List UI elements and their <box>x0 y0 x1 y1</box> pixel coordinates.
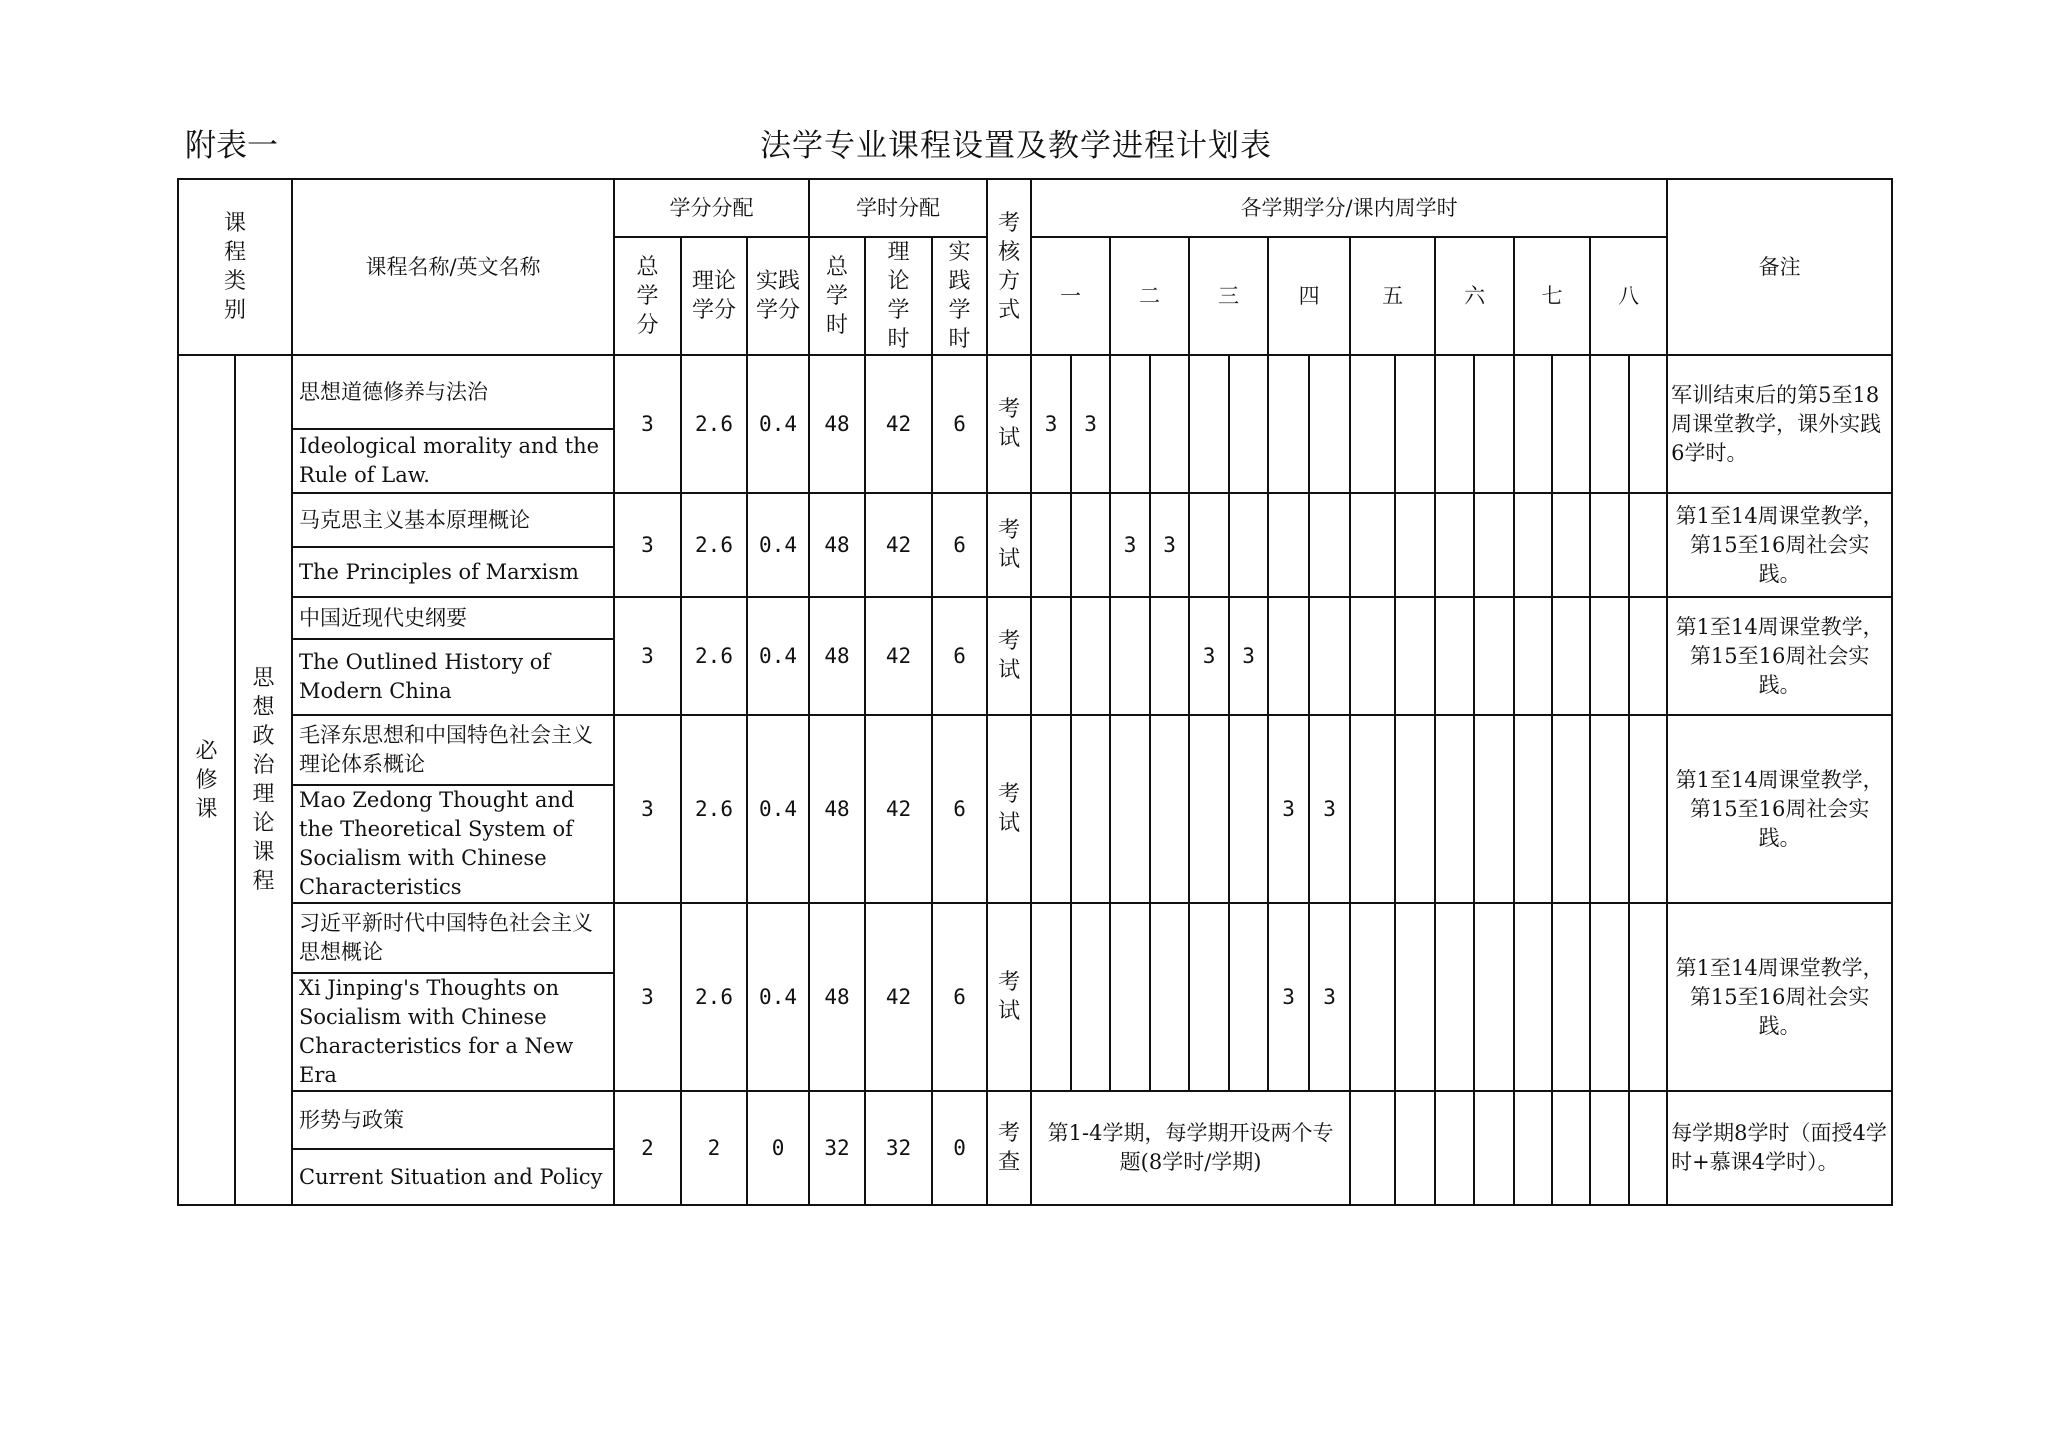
hour-total: 48 <box>809 597 865 715</box>
header-hour-total: 总学时 <box>809 237 865 355</box>
hour-practice: 6 <box>932 903 987 1091</box>
sem-cell <box>1395 903 1435 1091</box>
remark-cell: 第1至14周课堂教学，第15至16周社会实践。 <box>1667 493 1892 597</box>
semester-1: 一 <box>1031 237 1110 355</box>
remark-cell: 第1至14周课堂教学，第15至16周社会实践。 <box>1667 715 1892 903</box>
sem-cell <box>1268 597 1309 715</box>
sem-cell <box>1514 355 1552 493</box>
remark-cell: 军训结束后的第5至18周课堂教学，课外实践6学时。 <box>1667 355 1892 493</box>
sem-cell <box>1395 1091 1435 1205</box>
header-credit-group: 学分分配 <box>614 179 809 237</box>
credit-theory: 2.6 <box>681 715 747 903</box>
sem-cell <box>1514 493 1552 597</box>
course-name-cn: 习近平新时代中国特色社会主义思想概论 <box>292 903 614 973</box>
sem-cell <box>1350 715 1395 903</box>
sem-cell <box>1590 597 1629 715</box>
table-row <box>178 493 1892 547</box>
sem-cell <box>1110 597 1150 715</box>
credit-theory: 2.6 <box>681 355 747 493</box>
header-course-name: 课程名称/英文名称 <box>292 179 614 355</box>
sem-cell <box>1071 493 1110 597</box>
hour-total: 48 <box>809 355 865 493</box>
course-name-cn: 中国近现代史纲要 <box>292 597 614 639</box>
sem-cell <box>1629 597 1667 715</box>
sem-cell <box>1189 493 1229 597</box>
sem-cell <box>1268 493 1309 597</box>
sem-cell: 3 <box>1150 493 1189 597</box>
hour-theory: 42 <box>865 715 932 903</box>
sem-cell <box>1110 903 1150 1091</box>
sem-cell <box>1071 715 1110 903</box>
sem-cell <box>1350 903 1395 1091</box>
sem-cell <box>1590 715 1629 903</box>
group-required: 必修课 <box>178 355 235 1205</box>
sem-cell <box>1395 597 1435 715</box>
hour-theory: 42 <box>865 355 932 493</box>
sem-cell <box>1309 355 1350 493</box>
credit-total: 3 <box>614 597 681 715</box>
hour-total: 32 <box>809 1091 865 1205</box>
course-name-en: The Principles of Marxism <box>292 547 614 597</box>
sem-cell <box>1514 597 1552 715</box>
sem-cell <box>1474 493 1514 597</box>
table-row <box>178 597 1892 639</box>
sem-cell <box>1350 597 1395 715</box>
credit-practice: 0 <box>747 1091 809 1205</box>
sem-cell <box>1629 493 1667 597</box>
remark-cell: 每学期8学时（面授4学时+慕课4学时）。 <box>1667 1091 1892 1205</box>
course-name-cn: 形势与政策 <box>292 1091 614 1149</box>
exam-method: 考试 <box>987 903 1031 1091</box>
sem-cell <box>1552 1091 1590 1205</box>
header-remark: 备注 <box>1667 179 1892 355</box>
semester-5: 五 <box>1350 237 1435 355</box>
exam-method: 考查 <box>987 1091 1031 1205</box>
header-exam-method: 考核方式 <box>987 179 1031 355</box>
sem-cell <box>1189 355 1229 493</box>
credit-practice: 0.4 <box>747 715 809 903</box>
appendix-label: 附表一 <box>185 128 278 164</box>
sem-cell <box>1552 715 1590 903</box>
sem-cell <box>1150 597 1189 715</box>
exam-method: 考试 <box>987 597 1031 715</box>
sem-cell <box>1229 493 1268 597</box>
header-credit-theory: 理论学分 <box>681 237 747 355</box>
course-name-cn: 马克思主义基本原理概论 <box>292 493 614 547</box>
sem-cell: 3 <box>1309 715 1350 903</box>
sem-cell <box>1309 597 1350 715</box>
course-name-cn: 毛泽东思想和中国特色社会主义理论体系概论 <box>292 715 614 785</box>
hour-practice: 6 <box>932 355 987 493</box>
sem-cell: 3 <box>1268 715 1309 903</box>
sem-cell <box>1350 355 1395 493</box>
table-row <box>178 715 1892 785</box>
header-category: 课程类别 <box>178 179 292 355</box>
sem-cell <box>1150 903 1189 1091</box>
sem-cell <box>1309 493 1350 597</box>
header-hour-practice: 实践学时 <box>932 237 987 355</box>
header-credit-total: 总学分 <box>614 237 681 355</box>
sem-cell <box>1435 903 1474 1091</box>
hour-practice: 6 <box>932 715 987 903</box>
semester-note: 第1-4学期，每学期开设两个专题(8学时/学期) <box>1031 1091 1350 1205</box>
hour-theory: 42 <box>865 493 932 597</box>
hour-theory: 32 <box>865 1091 932 1205</box>
sem-cell <box>1435 597 1474 715</box>
hour-practice: 6 <box>932 493 987 597</box>
sem-cell <box>1629 715 1667 903</box>
sem-cell <box>1110 715 1150 903</box>
sem-cell <box>1474 355 1514 493</box>
credit-theory: 2.6 <box>681 903 747 1091</box>
sem-cell <box>1395 493 1435 597</box>
sem-cell <box>1629 903 1667 1091</box>
header-hour-theory: 理论学时 <box>865 237 932 355</box>
sem-cell <box>1071 597 1110 715</box>
hour-practice: 0 <box>932 1091 987 1205</box>
sem-cell <box>1350 493 1395 597</box>
sem-cell <box>1552 493 1590 597</box>
sem-cell <box>1350 1091 1395 1205</box>
sem-cell <box>1189 903 1229 1091</box>
sem-cell <box>1590 1091 1629 1205</box>
hour-total: 48 <box>809 715 865 903</box>
sem-cell <box>1150 355 1189 493</box>
credit-theory: 2.6 <box>681 597 747 715</box>
credit-total: 3 <box>614 493 681 597</box>
sem-cell: 3 <box>1268 903 1309 1091</box>
sem-cell: 3 <box>1071 355 1110 493</box>
sem-cell <box>1110 355 1150 493</box>
sem-cell: 3 <box>1031 355 1071 493</box>
sem-cell <box>1031 597 1071 715</box>
sem-cell <box>1629 355 1667 493</box>
sem-cell <box>1435 493 1474 597</box>
credit-practice: 0.4 <box>747 355 809 493</box>
sem-cell <box>1150 715 1189 903</box>
sem-cell <box>1435 355 1474 493</box>
sem-cell: 3 <box>1110 493 1150 597</box>
table-row <box>178 903 1892 973</box>
credit-total: 3 <box>614 903 681 1091</box>
sem-cell <box>1031 715 1071 903</box>
sem-cell: 3 <box>1229 597 1268 715</box>
semester-6: 六 <box>1435 237 1514 355</box>
sem-cell: 3 <box>1189 597 1229 715</box>
remark-cell: 第1至14周课堂教学，第15至16周社会实践。 <box>1667 903 1892 1091</box>
exam-method: 考试 <box>987 355 1031 493</box>
credit-practice: 0.4 <box>747 493 809 597</box>
sem-cell <box>1474 903 1514 1091</box>
course-name-en: Ideological morality and the Rule of Law. <box>292 429 614 493</box>
semester-3: 三 <box>1189 237 1268 355</box>
sem-cell <box>1514 715 1552 903</box>
sem-cell <box>1552 903 1590 1091</box>
course-name-en: Current Situation and Policy <box>292 1149 614 1205</box>
credit-theory: 2.6 <box>681 493 747 597</box>
semester-2: 二 <box>1110 237 1189 355</box>
sem-cell <box>1552 355 1590 493</box>
credit-total: 3 <box>614 715 681 903</box>
sem-cell <box>1590 355 1629 493</box>
hour-practice: 6 <box>932 597 987 715</box>
course-plan-table <box>177 178 1893 1206</box>
course-name-cn: 思想道德修养与法治 <box>292 355 614 429</box>
hour-theory: 42 <box>865 597 932 715</box>
sem-cell <box>1514 903 1552 1091</box>
sem-cell <box>1229 715 1268 903</box>
sem-cell <box>1629 1091 1667 1205</box>
sem-cell <box>1229 903 1268 1091</box>
hour-theory: 42 <box>865 903 932 1091</box>
sem-cell <box>1435 1091 1474 1205</box>
semester-4: 四 <box>1268 237 1350 355</box>
credit-theory: 2 <box>681 1091 747 1205</box>
sem-cell <box>1435 715 1474 903</box>
credit-total: 2 <box>614 1091 681 1205</box>
header-hour-group: 学时分配 <box>809 179 987 237</box>
sem-cell <box>1395 355 1435 493</box>
course-name-en: The Outlined History of Modern China <box>292 639 614 715</box>
group-politics: 思想政治理论课程 <box>235 355 292 1205</box>
sem-cell: 3 <box>1309 903 1350 1091</box>
sem-cell <box>1031 903 1071 1091</box>
credit-practice: 0.4 <box>747 597 809 715</box>
course-name-en: Xi Jinping's Thoughts on Socialism with Chinese Characteristics for a New Era <box>292 973 614 1091</box>
table-row <box>178 1091 1892 1149</box>
credit-practice: 0.4 <box>747 903 809 1091</box>
sem-cell <box>1268 355 1309 493</box>
sem-cell <box>1474 597 1514 715</box>
sem-cell <box>1590 493 1629 597</box>
sem-cell <box>1590 903 1629 1091</box>
header-semester-group: 各学期学分/课内周学时 <box>1031 179 1667 237</box>
sem-cell <box>1474 1091 1514 1205</box>
hour-total: 48 <box>809 493 865 597</box>
remark-cell: 第1至14周课堂教学，第15至16周社会实践。 <box>1667 597 1892 715</box>
course-name-en: Mao Zedong Thought and the Theoretical System of Socialism with Chinese Characteristics <box>292 785 614 903</box>
sem-cell <box>1189 715 1229 903</box>
sem-cell <box>1514 1091 1552 1205</box>
sem-cell <box>1071 903 1110 1091</box>
exam-method: 考试 <box>987 493 1031 597</box>
exam-method: 考试 <box>987 715 1031 903</box>
header-credit-practice: 实践学分 <box>747 237 809 355</box>
sem-cell <box>1474 715 1514 903</box>
sem-cell <box>1031 493 1071 597</box>
credit-total: 3 <box>614 355 681 493</box>
sem-cell <box>1229 355 1268 493</box>
hour-total: 48 <box>809 903 865 1091</box>
page-title: 法学专业课程设置及教学进程计划表 <box>760 128 1272 164</box>
semester-7: 七 <box>1514 237 1590 355</box>
sem-cell <box>1552 597 1590 715</box>
semester-8: 八 <box>1590 237 1667 355</box>
sem-cell <box>1395 715 1435 903</box>
table-row <box>178 355 1892 429</box>
